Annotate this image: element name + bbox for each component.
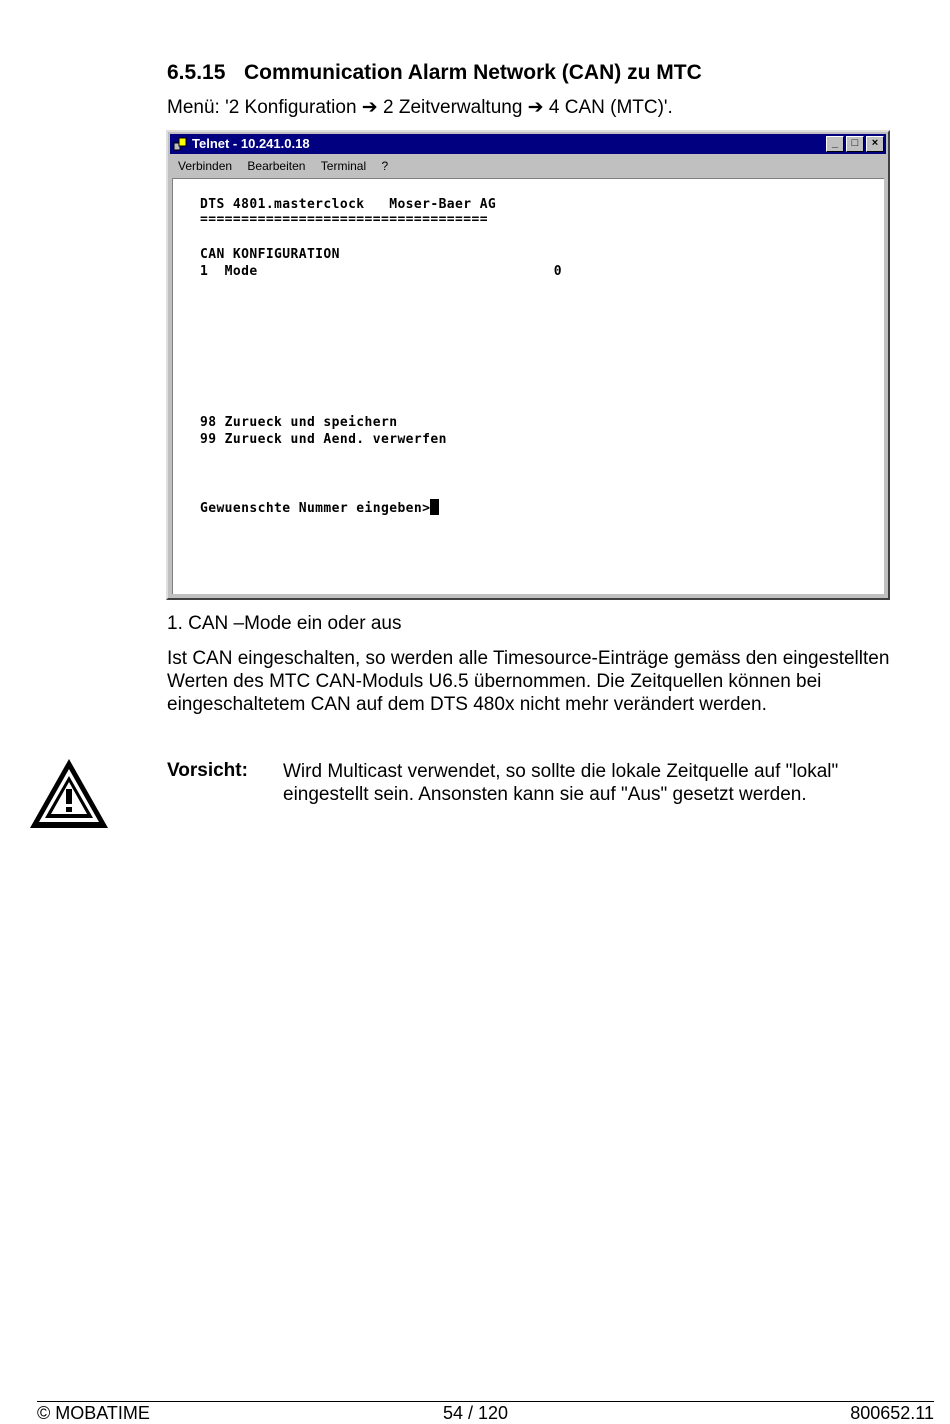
- footer-doc-number: 800652.11: [850, 1403, 934, 1423]
- terminal-option-98: 98 Zurueck und speichern: [200, 415, 398, 430]
- title-bar: [170, 134, 886, 154]
- maximize-button[interactable]: □: [846, 136, 864, 152]
- terminal-rule: ===================================: [200, 212, 488, 227]
- menu-bearbeiten[interactable]: Bearbeiten: [247, 159, 306, 173]
- minimize-button[interactable]: _: [826, 136, 844, 152]
- section-title: Communication Alarm Network (CAN) zu MTC: [244, 61, 702, 84]
- terminal-screen[interactable]: [172, 178, 884, 594]
- prompt-text: Gewuenschte Nummer eingeben>: [200, 501, 431, 516]
- footer-page-number: 54 / 120: [443, 1403, 509, 1423]
- list-item-can-mode: 1. CAN –Mode ein oder aus: [167, 613, 402, 634]
- terminal-section: CAN KONFIGURATION: [200, 247, 340, 262]
- menu-verbinden[interactable]: Verbinden: [178, 159, 233, 173]
- description-paragraph: Ist CAN eingeschalten, so werden alle Timesource-Einträge gemäss den eingestellten Werten des MTC CAN-Moduls U6.5 übernommen. Die Zeitquellen können bei eingeschaltetem CAN auf dem DTS 480x nicht mehr verändert werden.: [167, 648, 890, 715]
- warning-triangle-icon: [28, 757, 110, 830]
- section-heading: [167, 61, 702, 85]
- caution-label: Vorsicht:: [167, 760, 248, 781]
- terminal-header: DTS 4801.masterclock Moser-Baer AG: [200, 197, 497, 212]
- terminal-option-99: 99 Zurueck und Aend. verwerfen: [200, 432, 447, 447]
- close-button[interactable]: ×: [866, 136, 884, 152]
- menu-bar: [170, 156, 886, 176]
- menu-terminal[interactable]: Terminal: [320, 159, 367, 173]
- footer-divider: [37, 1401, 934, 1402]
- caution-text: Wird Multicast verwendet, so sollte die lokale Zeitquelle auf "lokal" eingestellt sein. Ansonsten kann sie auf "Aus" gesetzt werden.: [283, 761, 839, 805]
- section-number: 6.5.15: [167, 61, 226, 84]
- footer-copyright: © MOBATIME: [37, 1403, 150, 1423]
- terminal-item-mode: 1 Mode 0: [200, 264, 562, 279]
- menu-help[interactable]: ?: [381, 159, 389, 173]
- window-title: Telnet - 10.241.0.18: [192, 136, 310, 151]
- text-cursor: [430, 499, 439, 515]
- terminal-prompt: [200, 499, 439, 516]
- menu-path: Menü: '2 Konfiguration ➔ 2 Zeitverwaltung ➔ 4 CAN (MTC)'.: [167, 97, 673, 118]
- telnet-window-screenshot: [166, 130, 890, 600]
- telnet-app-icon: [173, 137, 187, 151]
- window-buttons: [824, 136, 884, 152]
